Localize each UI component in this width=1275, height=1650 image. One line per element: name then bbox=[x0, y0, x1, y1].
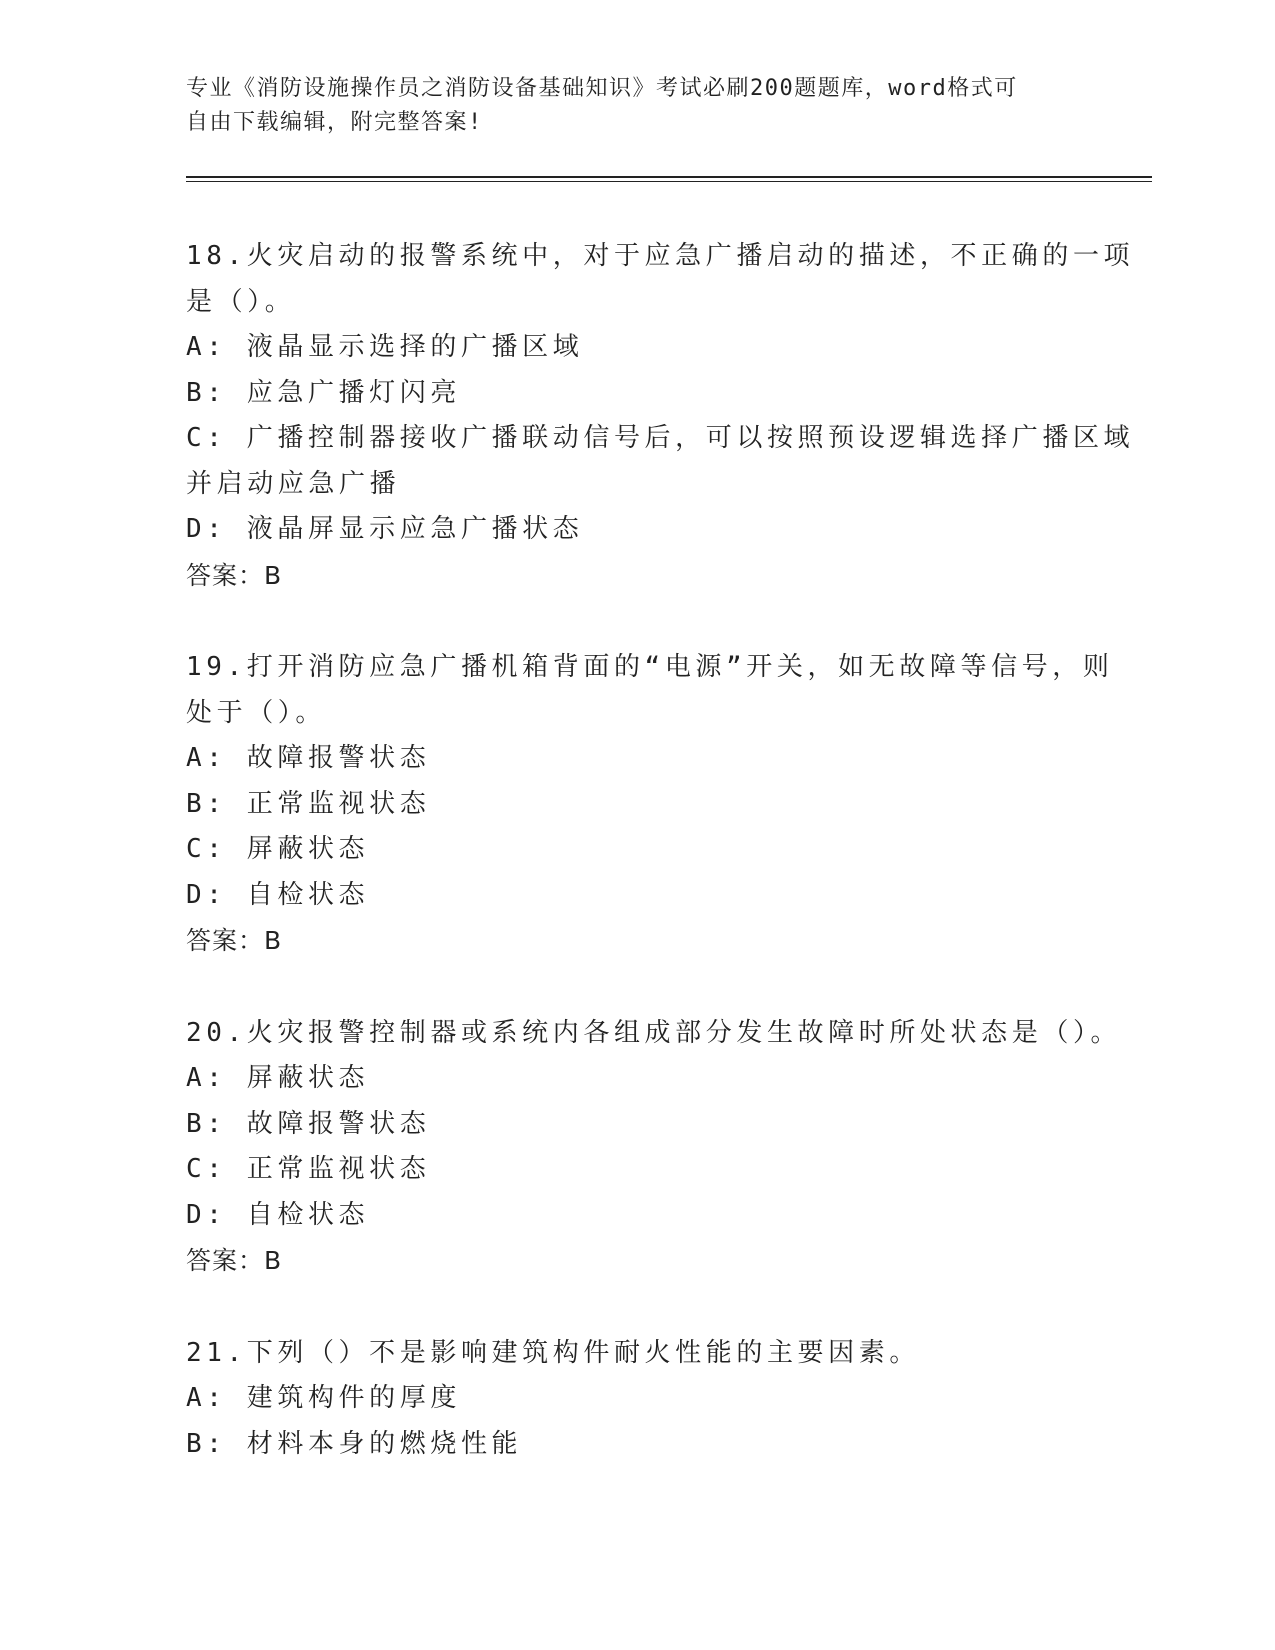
option-d: D: 自检状态 bbox=[186, 879, 370, 910]
question-spacer bbox=[186, 598, 1086, 645]
header-line-2: 自由下载编辑，附完整答案! bbox=[186, 110, 483, 135]
option-c-continued: 并启动应急广播 bbox=[186, 468, 401, 499]
answer-line: 答案：B bbox=[186, 926, 283, 955]
option-b: B: 材料本身的燃烧性能 bbox=[186, 1428, 523, 1459]
question-spacer bbox=[186, 964, 1086, 1011]
document-header bbox=[186, 72, 1086, 140]
header-line-1: 专业《消防设施操作员之消防设备基础知识》考试必刷200题题库，word格式可 bbox=[186, 76, 1018, 101]
answer-line: 答案：B bbox=[186, 1246, 283, 1275]
question-text-line: 处于（）。 bbox=[186, 697, 327, 728]
option-d: D: 自检状态 bbox=[186, 1199, 370, 1230]
question-text-line: 21.下列（）不是影响建筑构件耐火性能的主要因素。 bbox=[186, 1337, 920, 1368]
question-text-line: 19.打开消防应急广播机箱背面的“电源”开关，如无故障等信号，则 bbox=[186, 652, 1114, 682]
question-spacer bbox=[186, 1284, 1086, 1331]
header-divider-thin bbox=[186, 181, 1152, 182]
option-b: B: 正常监视状态 bbox=[186, 788, 431, 819]
question-19 bbox=[186, 645, 1114, 964]
question-20 bbox=[186, 1011, 1122, 1284]
header-divider-thick bbox=[186, 176, 1152, 178]
question-21 bbox=[186, 1331, 1086, 1468]
option-d: D: 液晶屏显示应急广播状态 bbox=[186, 514, 584, 544]
option-a: A: 屏蔽状态 bbox=[186, 1063, 370, 1093]
option-c: C: 正常监视状态 bbox=[186, 1154, 431, 1184]
question-text-line: 18.火灾启动的报警系统中，对于应急广播启动的描述，不正确的一项 bbox=[186, 241, 1135, 271]
option-a: A: 液晶显示选择的广播区域 bbox=[186, 332, 584, 362]
question-text-line: 是（）。 bbox=[186, 286, 296, 317]
option-b: B: 故障报警状态 bbox=[186, 1108, 431, 1139]
answer-line: 答案：B bbox=[186, 560, 283, 590]
option-a: A: 建筑构件的厚度 bbox=[186, 1383, 461, 1413]
option-b: B: 应急广播灯闪亮 bbox=[186, 377, 461, 408]
option-c: C: 广播控制器接收广播联动信号后，可以按照预设逻辑选择广播区域 bbox=[186, 423, 1135, 453]
question-18 bbox=[186, 234, 1135, 598]
option-c: C: 屏蔽状态 bbox=[186, 834, 370, 864]
option-a: A: 故障报警状态 bbox=[186, 743, 431, 773]
question-list bbox=[186, 234, 1135, 1467]
question-text-line: 20.火灾报警控制器或系统内各组成部分发生故障时所处状态是（）。 bbox=[186, 1017, 1122, 1048]
